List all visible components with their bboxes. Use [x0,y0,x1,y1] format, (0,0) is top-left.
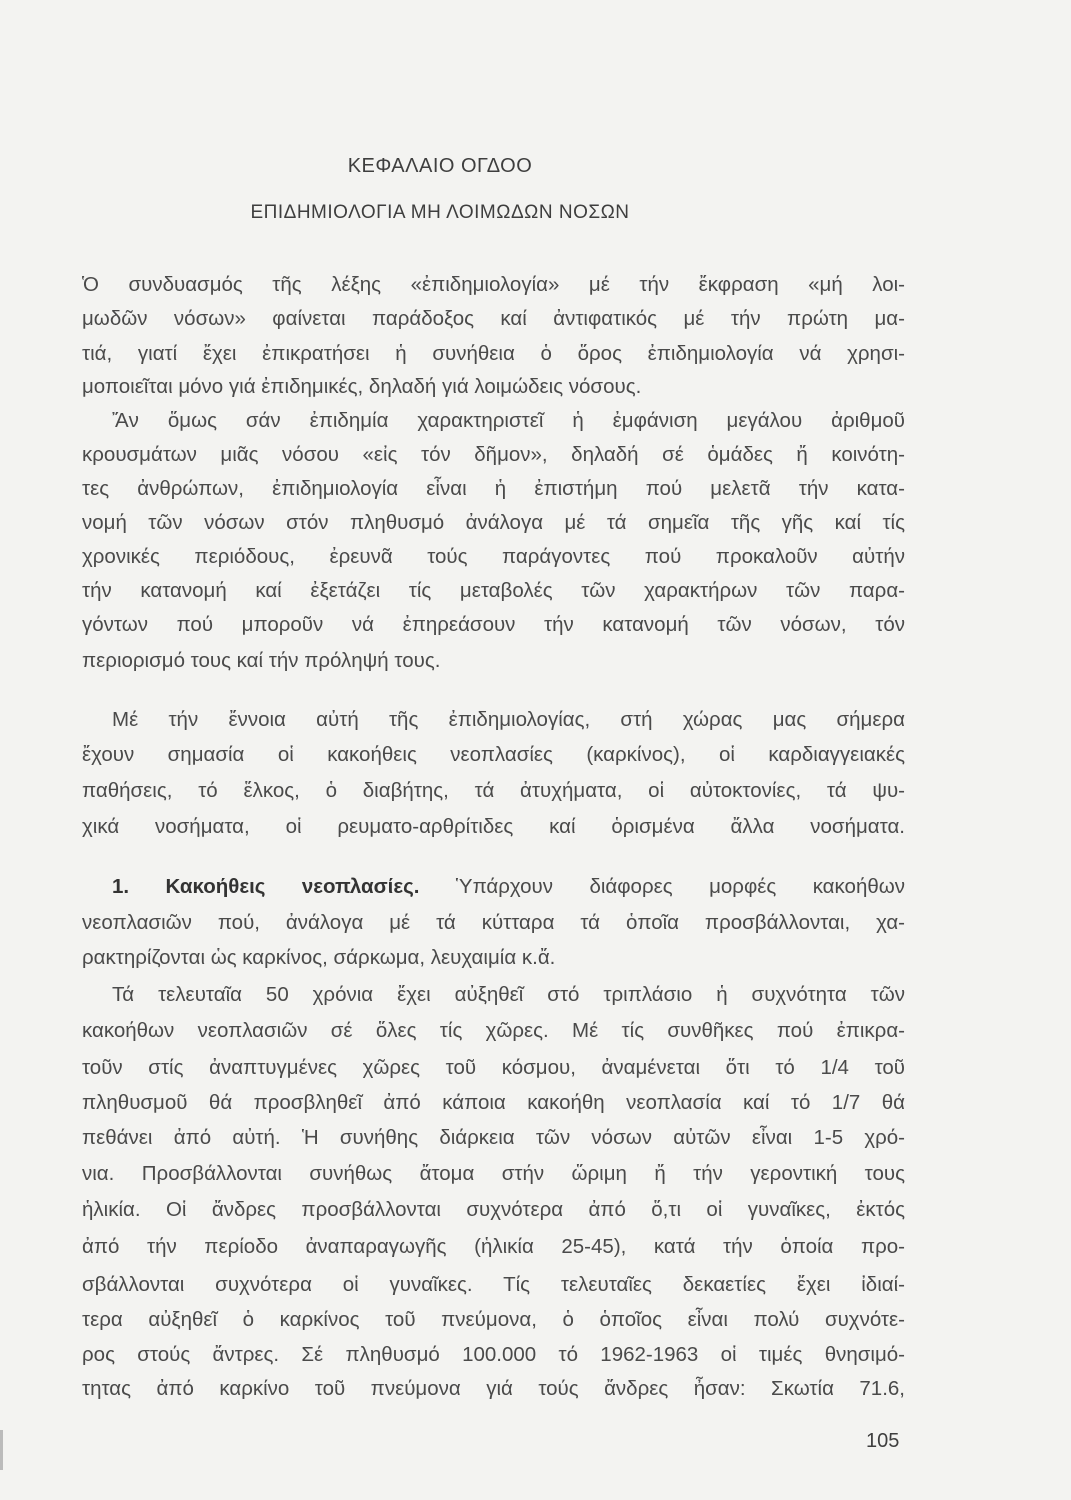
text-line: νια. Προσβάλλονται συνήθως ἄτομα στήν ὥριμη ἤ τήν γεροντική τους [82,1162,905,1185]
text-line: μοποιεῖται μόνο γιά ἐπιδημικές, δηλαδή γιά λοιμώδεις νόσους. [82,375,642,398]
text-line: περιορισμό τους καί τήν πρόληψή τους. [82,649,441,672]
text-line: τητας ἀπό καρκίνο τοῦ πνεύμονα γιά τούς ἄνδρες ἦσαν: Σκωτία 71.6, [82,1377,905,1400]
text-line: τήν κατανομή καί ἐξετάζει τίς μεταβολές τῶν χαρακτήρων τῶν παρα- [82,579,905,602]
text-line: τοῦν στίς ἀναπτυγμένες χῶρες τοῦ κόσμου, ἀναμένεται ὅτι τό 1/4 τοῦ [82,1056,905,1079]
text-line: πληθυσμοῦ θά προσβληθεῖ ἀπό κάποια κακοήθη νεοπλασία καί τό 1/7 θά [82,1091,905,1114]
text-line: χικά νοσήματα, οἱ ρευματο-αρθρίτιδες καί ὁρισμένα ἄλλα νοσήματα. [82,815,905,838]
chapter-title: ΚΕΦΑΛΑΙΟ ΟΓΔΟΟ [347,155,533,177]
text-line: γόντων πού μποροῦν νά ἐπηρεάσουν τήν κατανομή τῶν νόσων, τόν [82,613,905,636]
text-line [112,874,905,900]
text-line: σβάλλονται συχνότερα οἱ γυναῖκες. Τίς τελευταῖες δεκαετίες ἔχει ἰδιαί- [82,1273,905,1296]
chapter-subtitle: ΕΠΙΔΗΜΙΟΛΟΓΙΑ ΜΗ ΛΟΙΜΩΔΩΝ ΝΟΣΩΝ [250,202,630,223]
text-line: ρακτηρίζονται ὡς καρκίνος, σάρκωμα, λευχαιμία κ.ἄ. [82,946,556,969]
text-line: Ὁ συνδυασμός τῆς λέξης «ἐπιδημιολογία» μέ τήν ἔκφραση «μή λοι- [82,273,905,296]
text-line: κακοήθων νεοπλασιῶν σέ ὅλες τίς χῶρες. Μέ τίς συνθῆκες πού ἐπικρα- [82,1019,905,1042]
scan-edge-mark [0,1430,3,1470]
text-line: Ἄν ὅμως σάν ἐπιδημία χαρακτηριστεῖ ἡ ἐμφάνιση μεγάλου ἀριθμοῦ [112,409,905,432]
text-line: ἀπό τήν περίοδο ἀναπαραγωγῆς (ἡλικία 25-45), κατά τήν ὁποία προ- [82,1235,905,1258]
text-line: κρουσμάτων μιᾶς νόσου «εἰς τόν δῆμον», δηλαδή σέ ὁμάδες ἤ κοινότη- [82,443,905,466]
text-line: παθήσεις, τό ἕλκος, ὁ διαβήτης, τά ἀτυχήματα, οἱ αὐτοκτονίες, τά ψυ- [82,779,905,802]
page-number: 105 [866,1430,900,1452]
text-line: Μέ τήν ἔννοια αὐτή τῆς ἐπιδημιολογίας, στή χώρας μας σήμερα [112,708,905,731]
text-line: Τά τελευταῖα 50 χρόνια ἔχει αὐξηθεῖ στό τριπλάσιο ἡ συχνότητα τῶν [112,983,905,1006]
text-line: νομή τῶν νόσων στόν πληθυσμό ἀνάλογα μέ τά σημεῖα τῆς γῆς καί τίς [82,511,905,534]
section-heading: 1. Κακοήθεις νεοπλασίες. [112,875,420,898]
text-line: χρονικές περιόδους, ἐρευνᾶ τούς παράγοντες πού προκαλοῦν αὐτήν [82,545,905,568]
text-line: ἔχουν σημασία οἱ κακοήθεις νεοπλασίες (καρκίνος), οἱ καρδιαγγειακές [82,743,905,766]
text-line: ρος στούς ἄντρες. Σέ πληθυσμό 100.000 τό 1962-1963 οἱ τιμές θνησιμό- [82,1343,905,1366]
text-line: ἡλικία. Οἱ ἄνδρες προσβάλλονται συχνότερα ἀπό ὅ,τι οἱ γυναῖκες, ἐκτός [82,1198,905,1221]
text-line: μωδῶν νόσων» φαίνεται παράδοξος καί ἀντιφατικός μέ τήν πρώτη μα- [82,307,905,330]
text-line: νεοπλασιῶν πού, ἀνάλογα μέ τά κύτταρα τά ὁποῖα προσβάλλονται, χα- [82,911,905,934]
text-line: πεθάνει ἀπό αὐτή. Ἡ συνήθης διάρκεια τῶν νόσων αὐτῶν εἶναι 1-5 χρό- [82,1126,905,1149]
text-line: τιά, γιατί ἔχει ἐπικρατήσει ἡ συνήθεια ὁ ὅρος ἐπιδημιολογία νά χρησι- [82,342,905,365]
text-line-rest: Ὑπάρχουν διάφορες μορφές κακοήθων [455,875,905,898]
text-line: τες ἀνθρώπων, ἐπιδημιολογία εἶναι ἡ ἐπιστήμη πού μελετᾶ τήν κατα- [82,477,905,500]
text-line: τερα αὐξηθεῖ ὁ καρκίνος τοῦ πνεύμονα, ὁ ὁποῖος εἶναι πολύ συχνότε- [82,1308,905,1331]
